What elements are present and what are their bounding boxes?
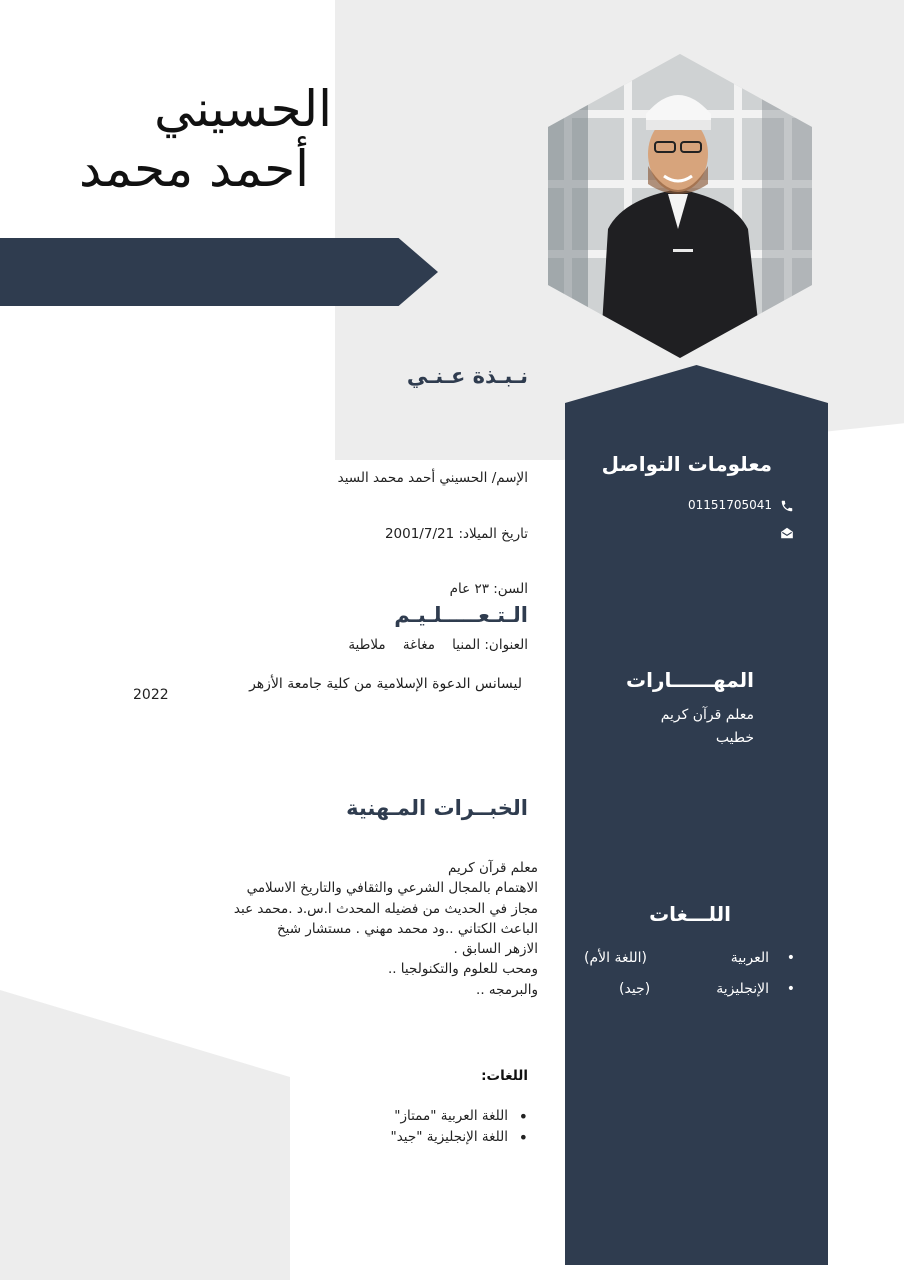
bullet-icon: • [786,950,795,966]
experience-line: معلم قرآن كريم [448,860,538,876]
skills-list [661,704,754,750]
about-details [338,432,528,673]
language-item: • اللغة العربية "ممتاز" [391,1106,529,1127]
language-level: (جيد) [619,981,651,997]
education-year: 2022 [133,687,169,703]
experience-line: ومحب للعلوم والتكنولجيا .. [387,961,538,978]
email-icon [780,525,794,544]
background-shape-bottom [0,990,290,1280]
experience-line: الاهتمام بالمجال الشرعي والثقافي والتاريخ الاسلامي [246,880,538,897]
experience-heading: الخبــرات المـهنية [346,796,528,820]
language-item: • اللغة الإنجليزية "جيد" [391,1127,529,1148]
experience-line: الازهر السابق . [453,941,538,958]
experience-line: والبرمجه .. [476,981,538,998]
contact-heading: معلومات التواصل [601,452,772,476]
about-line: الإسم/ الحسيني أحمد محمد السيد [337,470,528,486]
education-heading: الـتـعـــــلـيـم [394,603,528,627]
about-line: العنوان: المنيا مغاغة ملاطية [348,636,528,653]
about-line: السن: ٢٣ عام [449,581,528,597]
sidebar-languages-heading: اللـــغات [649,902,731,926]
bullet-icon: • [786,981,795,997]
language-name: الإنجليزية [716,981,769,997]
sidebar-languages-list [580,950,795,1012]
skill-item: خطيب [715,730,754,746]
experience-line: مجاز في الحديث من فضيله المحدث ا.س.د .محمد عبد [233,900,538,917]
languages-heading: اللغات: [481,1068,528,1084]
name-second-line: أحمد محمد [78,140,309,198]
phone-number[interactable]: 01151705041 [688,498,772,512]
skills-heading: المهــــــارات [626,668,754,692]
language-row [580,981,795,1012]
about-line: تاريخ الميلاد: 2001/7/21 [384,525,528,542]
name-first-line: الحسيني [154,80,332,138]
about-heading: نـبـذة عـنـي [406,364,528,388]
header-banner-arrow [0,238,438,306]
experience-details [234,858,538,1000]
phone-icon [780,498,794,517]
skill-item: معلم قرآن كريم [660,707,754,723]
language-row [580,950,795,981]
languages-list [391,1106,529,1148]
experience-line: الباعث الكتاني ..ود محمد مهني . مستشار شيخ [276,920,538,937]
language-name: العربية [730,950,769,966]
language-level: (اللغة الأم) [584,950,647,966]
education-entry: ليسانس الدعوة الإسلامية من كلية جامعة الأزهر [249,676,522,692]
